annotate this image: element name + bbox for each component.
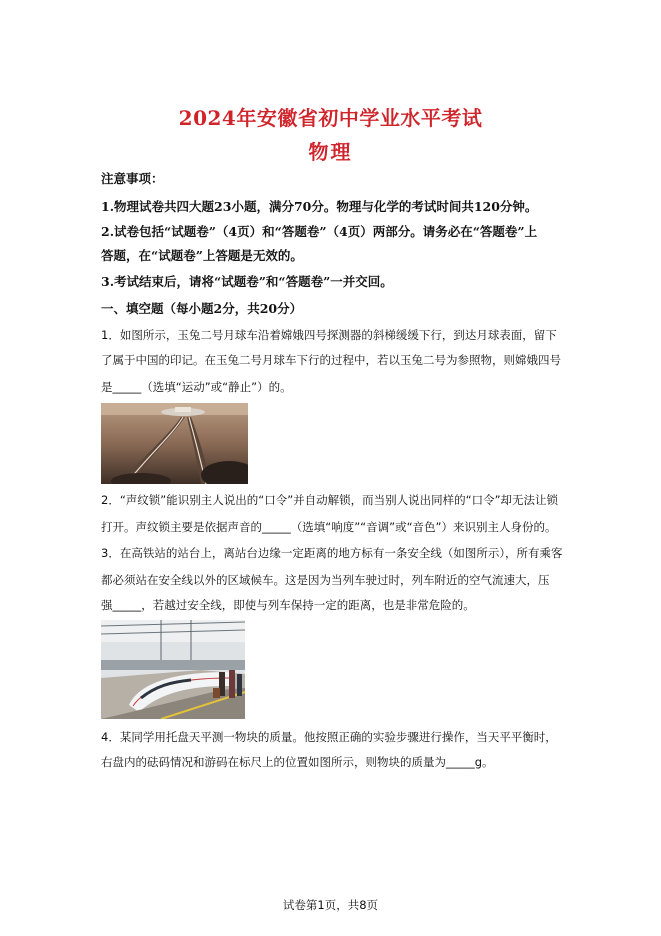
question-2-line-2: 打开。声纹锁主要是依据声音的_____（选填“响度”“音调”或“音色”）来识别主人身份的。 — [101, 520, 557, 534]
page-footer: 试卷第1页，共8页 — [282, 898, 379, 912]
section-heading: 一、填空题（每小题2分，共20分） — [101, 301, 303, 316]
question-3-line-1: 3．在高铁站的站台上，离站台边缘一定距离的地方标有一条安全线（如图所示），所有乘客 — [101, 546, 563, 560]
exam-title: 2024年安徽省初中学业水平考试 — [178, 106, 483, 130]
notice-item-1: 1.物理试卷共四大题23小题，满分70分。物理与化学的考试时间共120分钟。 — [101, 199, 538, 214]
high-speed-train-platform-photo — [101, 620, 245, 719]
question-4-line-2: 右盘内的砝码情况和游码在标尺上的位置如图所示，则物块的质量为_____g。 — [101, 755, 494, 769]
subject-title: 物理 — [308, 140, 353, 164]
question-4-line-1: 4．某同学用托盘天平测一物块的质量。他按照正确的实验步骤进行操作，当天平平衡时， — [101, 730, 557, 744]
lunar-rover-tracks-photo — [101, 403, 248, 484]
question-1-line-2: 了属于中国的印记。在玉兔二号月球车下行的过程中，若以玉兔二号为参照物，则嫦娥四号 — [101, 353, 561, 367]
question-2-line-1: 2．“声纹锁”能识别主人说出的“口令”并自动解锁，而当别人说出同样的“口令”却无法让锁 — [101, 493, 559, 507]
question-3-line-2: 都必须站在安全线以外的区域候车。这是因为当列车驶过时，列车附近的空气流速大，压 — [101, 573, 550, 587]
question-3-line-3: 强_____，若越过安全线，即使与列车保持一定的距离，也是非常危险的。 — [101, 598, 475, 612]
question-1-line-3: 是_____（选填“运动”或“静止”）的。 — [101, 380, 292, 394]
notice-item-2-continued: 答题，在“试题卷”上答题是无效的。 — [101, 248, 303, 263]
notice-item-3: 3.考试结束后，请将“试题卷”和“答题卷”一并交回。 — [101, 274, 393, 289]
question-1-line-1: 1．如图所示，玉兔二号月球车沿着嫦娥四号探测器的斜梯缓缓下行，到达月球表面，留下 — [101, 328, 557, 342]
notice-heading: 注意事项： — [101, 171, 164, 186]
notice-item-2: 2.试卷包括“试题卷”（4页）和“答题卷”（4页）两部分。请务必在“答题卷”上 — [101, 224, 538, 239]
